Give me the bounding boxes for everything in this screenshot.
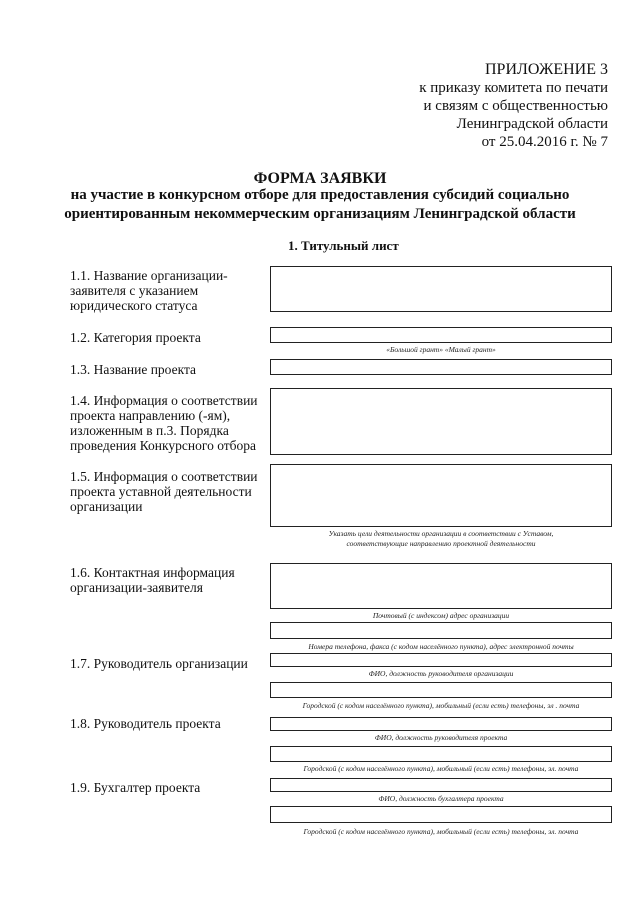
hint-line: соответствующие направлению проектной деятельности (346, 539, 536, 548)
postal-address-input[interactable] (270, 563, 612, 609)
accountant-name-input[interactable] (270, 778, 612, 792)
label-line: проекта уставной деятельности (70, 484, 252, 499)
project-name-input[interactable] (270, 359, 612, 375)
label-line: 1.6. Контактная информация (70, 565, 235, 580)
accountant-phone-hint: Городской (с кодом населённого пункта), мобильный (если есть) телефоны, эл. почта (303, 827, 579, 836)
label-project-name: 1.3. Название проекта (70, 362, 197, 377)
section-heading: 1. Титульный лист (288, 238, 399, 253)
appendix-line: Ленинградской области (456, 116, 608, 132)
appendix-line: к приказу комитета по печати (419, 80, 608, 96)
appendix-line: и связям с общественностью (423, 98, 608, 114)
accountant-name-hint: ФИО, должность бухгалтера проекта (378, 794, 504, 803)
label-organization-name (70, 268, 265, 313)
label-project-head: 1.8. Руководитель проекта (70, 716, 221, 731)
form-subtitle-line: на участие в конкурсном отборе для предоставления субсидий социально (70, 187, 570, 203)
charter-compliance-hint (270, 529, 612, 549)
label-line: организации (70, 499, 143, 514)
project-head-name-hint: ФИО, должность руководителя проекта (374, 733, 508, 742)
appendix-header (419, 60, 608, 151)
direction-compliance-input[interactable] (270, 388, 612, 455)
project-head-name-input[interactable] (270, 717, 612, 731)
label-project-accountant: 1.9. Бухгалтер проекта (70, 780, 201, 795)
label-direction-compliance (70, 393, 265, 453)
label-line: проекта направлению (-ям), (70, 408, 231, 423)
label-line: заявителя с указанием (70, 283, 199, 298)
project-head-phone-input[interactable] (270, 746, 612, 762)
form-title: ФОРМА ЗАЯВКИ (253, 170, 387, 187)
form-subtitle (0, 186, 640, 224)
contact-phone-hint: Номера телефона, факса (с кодом населённого пункта), адрес электронной почты (308, 642, 574, 651)
project-head-phone-hint: Городской (с кодом населённого пункта), мобильный (если есть) телефоны, эл. почта (303, 764, 579, 773)
label-line: 1.1. Название организации- (70, 268, 228, 283)
project-category-input[interactable] (270, 327, 612, 343)
org-head-name-input[interactable] (270, 653, 612, 667)
org-head-name-hint: ФИО, должность руководителя организации (368, 669, 514, 678)
contact-phone-input[interactable] (270, 622, 612, 639)
charter-compliance-input[interactable] (270, 464, 612, 527)
label-line: юридического статуса (70, 298, 198, 313)
label-charter-compliance (70, 469, 265, 514)
org-head-phone-input[interactable] (270, 682, 612, 698)
form-subtitle-line: ориентированным некоммерческим организациям Ленинградской области (64, 206, 576, 222)
label-line: организации-заявителя (70, 580, 203, 595)
org-head-phone-hint: Городской (с кодом населённого пункта), мобильный (если есть) телефоны, эл . почта (302, 701, 580, 710)
label-project-category: 1.2. Категория проекта (70, 330, 201, 345)
label-line: 1.5. Информация о соответствии (70, 469, 258, 484)
label-org-head: 1.7. Руководитель организации (70, 656, 248, 671)
label-line: изложенным в п.3. Порядка (70, 423, 229, 438)
hint-line: Указать цели деятельности организации в соответствии с Уставом, (328, 529, 554, 538)
project-category-hint: «Большой грант» «Малый грант» (386, 345, 496, 354)
organization-name-input[interactable] (270, 266, 612, 312)
appendix-title: ПРИЛОЖЕНИЕ 3 (484, 61, 608, 78)
label-contact-info (70, 565, 265, 595)
label-line: проведения Конкурсного отбора (70, 438, 257, 453)
appendix-line: от 25.04.2016 г. № 7 (481, 134, 608, 150)
postal-address-hint: Почтовый (с индексом) адрес организации (372, 611, 510, 620)
label-line: 1.4. Информация о соответствии (70, 393, 258, 408)
accountant-phone-input[interactable] (270, 806, 612, 823)
